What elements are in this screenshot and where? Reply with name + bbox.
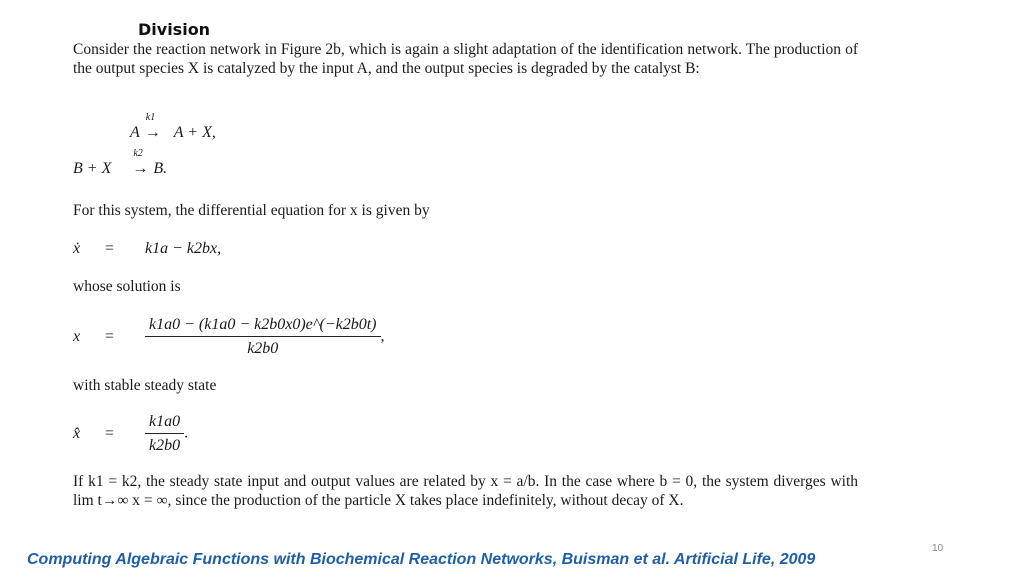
- page-number: 10: [932, 543, 944, 554]
- steady-numerator: k1a0: [145, 413, 184, 434]
- de-equals: =: [105, 240, 115, 257]
- solution-lhs: x: [73, 327, 81, 345]
- reaction-2: [73, 148, 168, 178]
- section-heading: Division: [138, 20, 211, 39]
- reaction-arrow-icon: k1 →: [144, 112, 161, 141]
- steady-state-equation: [73, 413, 188, 455]
- solution-trail: ,: [380, 327, 385, 345]
- solution-intro: whose solution is: [73, 278, 181, 295]
- reaction-1-rhs: A + X,: [173, 124, 216, 141]
- de-lhs: ẋ: [73, 240, 81, 257]
- de-intro: For this system, the differential equation for x is given by: [73, 202, 430, 219]
- solution-equals: =: [105, 327, 115, 345]
- solution-denominator: k2b0: [247, 340, 279, 357]
- closing-paragraph: If k1 = k2, the steady state input and output values are related by x = a/b. In the case where b = 0, the system diverges with lim t→∞ x = ∞, since the production of the particle X takes place indefinitely, without decay of X.: [73, 473, 858, 509]
- steady-lhs: x̂: [73, 424, 81, 442]
- reaction-2-rhs: B.: [153, 160, 168, 177]
- reaction-1-rate: k1: [145, 112, 156, 123]
- solution-equation: [73, 316, 385, 358]
- steady-trail: .: [184, 424, 189, 442]
- reaction-2-lhs: B + X: [73, 160, 112, 177]
- steady-intro: with stable steady state: [73, 377, 217, 394]
- reaction-1: [130, 112, 216, 142]
- reaction-arrow-icon: k2 →: [132, 148, 149, 177]
- solution-numerator: k1a0 − (k1a0 − k2b0x0)e^(−k2b0t): [145, 316, 381, 337]
- steady-denominator: k2b0: [149, 437, 181, 454]
- reaction-2-rate: k2: [133, 148, 143, 159]
- steady-fraction: [145, 413, 184, 455]
- steady-equals: =: [105, 424, 115, 442]
- intro-paragraph: Consider the reaction network in Figure 2b, which is again a slight adaptation of the identification network. The production of the output species X is catalyzed by the input A, and the output species is degraded by the catalyst B:: [73, 41, 858, 77]
- reaction-1-lhs: A: [130, 124, 140, 141]
- de-rhs: k1a − k2bx,: [145, 240, 222, 257]
- solution-fraction: [145, 316, 381, 358]
- citation: Computing Algebraic Functions with Biochemical Reaction Networks, Buisman et al. Artificial Life, 2009: [27, 551, 816, 568]
- differential-equation: [73, 240, 221, 258]
